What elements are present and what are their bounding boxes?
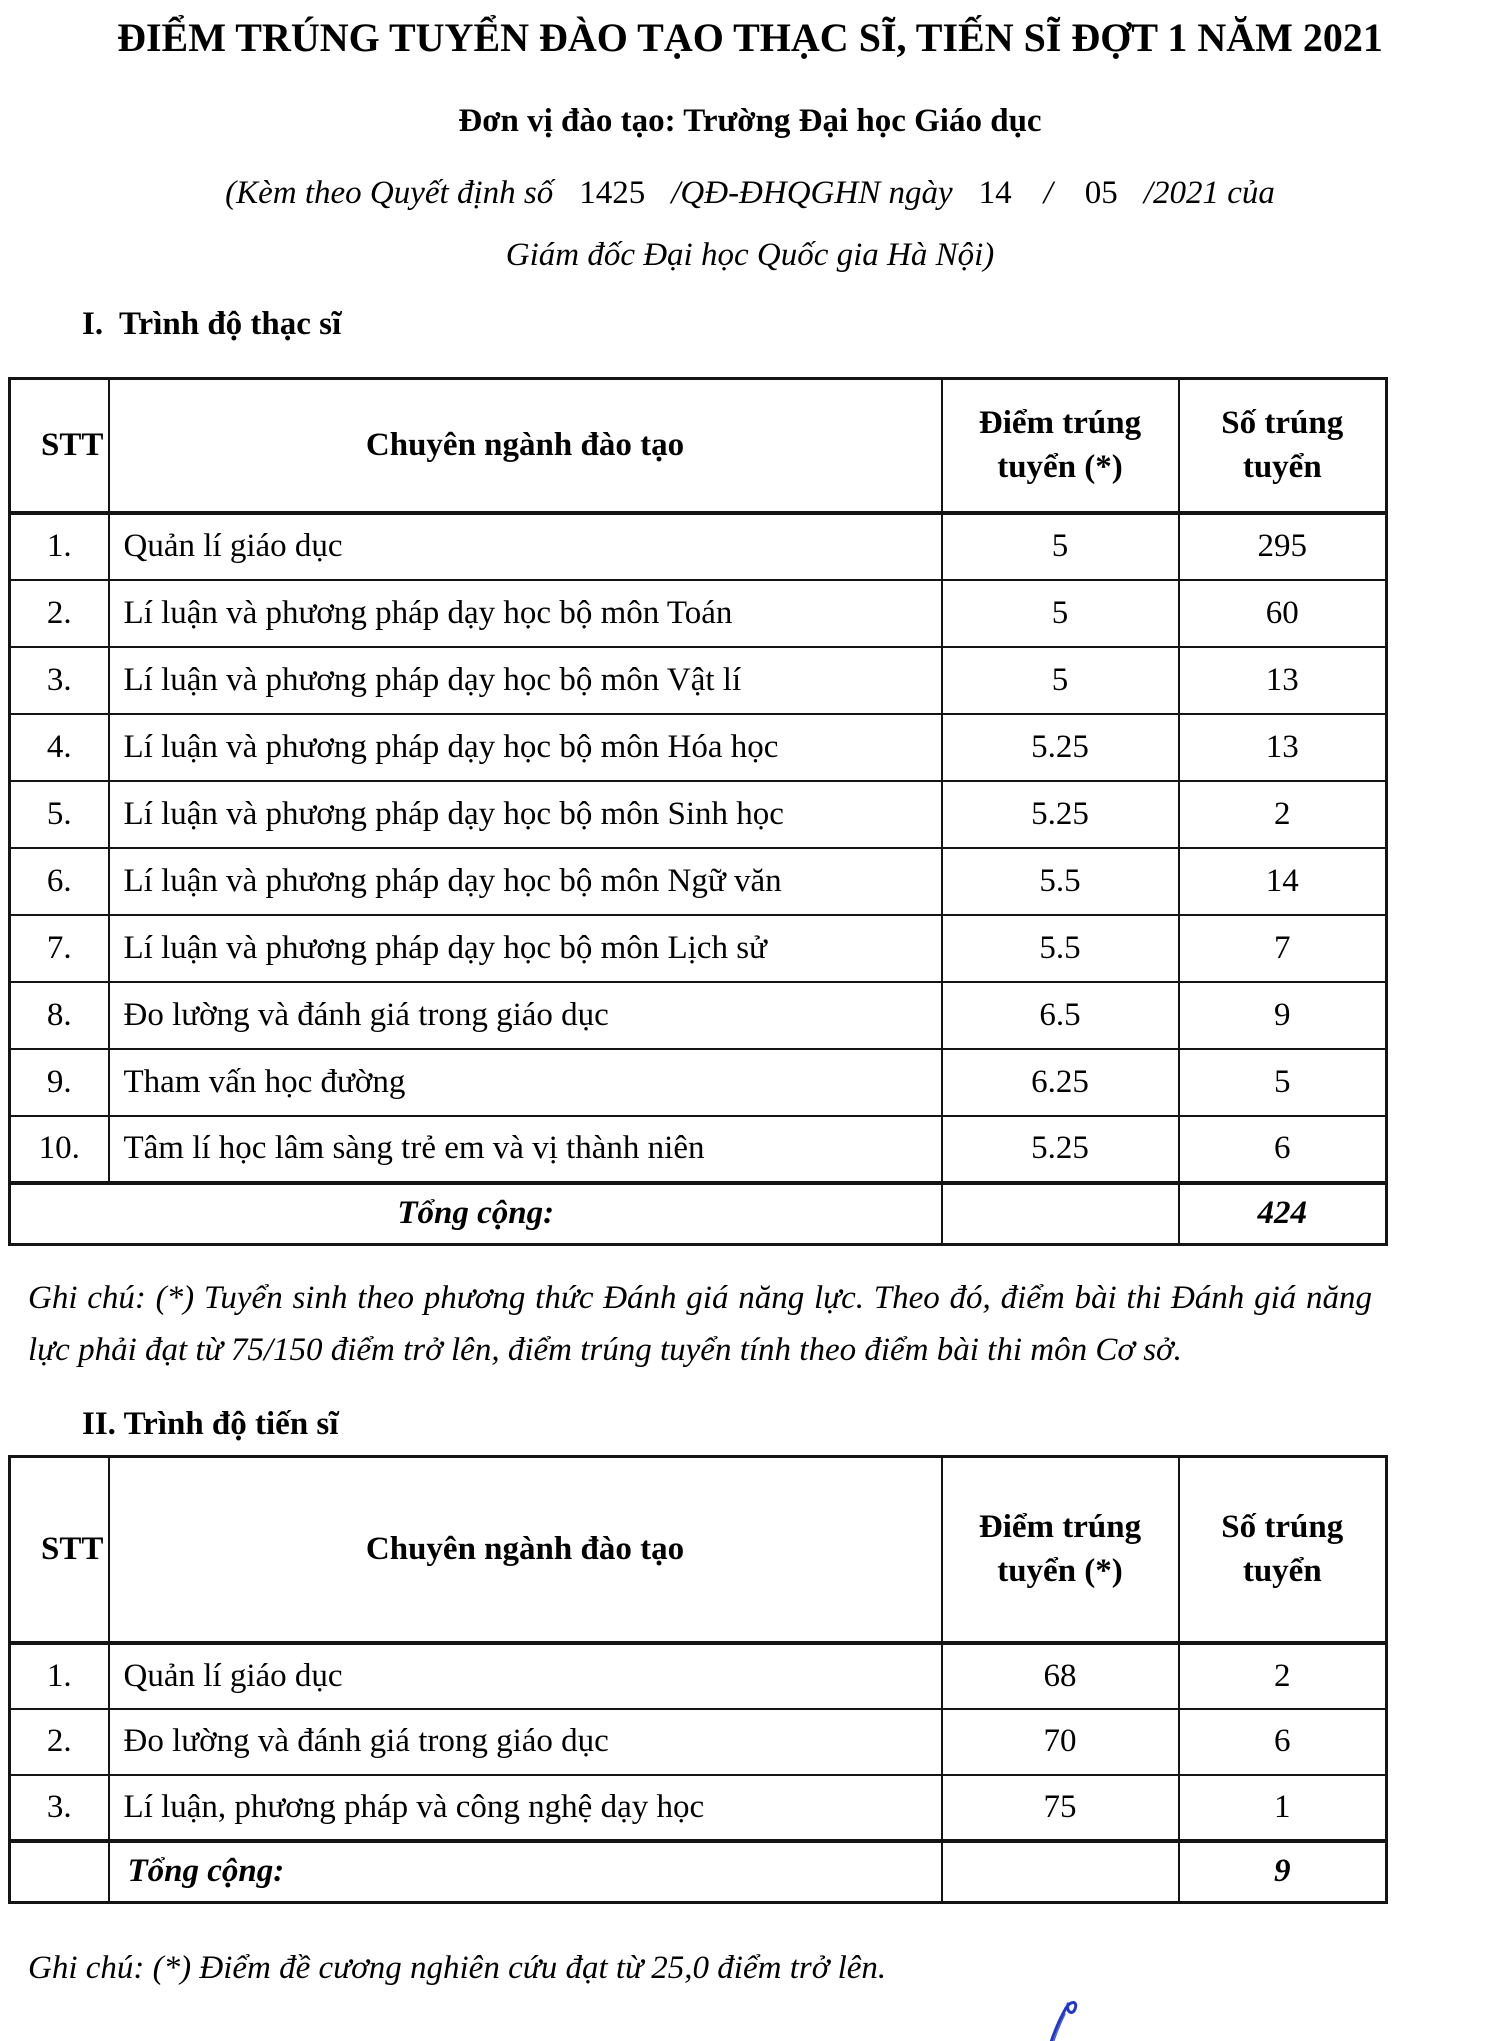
admission-score: 6.5 (942, 982, 1179, 1049)
document-title: ĐIỂM TRÚNG TUYỂN ĐÀO TẠO THẠC SĨ, TIẾN SĨ ĐỢT 1 NĂM 2021 (117, 15, 1383, 60)
table-row (10, 781, 1387, 848)
program-name: Lí luận và phương pháp dạy học bộ môn Vật lí (109, 647, 942, 714)
blue-pen-stroke (1024, 1988, 1094, 2041)
masters-total-row (10, 1183, 1387, 1245)
decision-reference-line-2: Giám đốc Đại học Quốc gia Hà Nội) (505, 237, 995, 273)
row-index: 2. (10, 1709, 109, 1775)
table-row (10, 647, 1387, 714)
col-header-score: Điểm trúng tuyển (*) (942, 379, 1179, 513)
admission-score: 5 (942, 580, 1179, 647)
decision-number: 1425 (579, 175, 646, 211)
col-header-score: Điểm trúng tuyển (*) (942, 1457, 1179, 1643)
admitted-count: 2 (1179, 1643, 1387, 1709)
program-name: Lí luận và phương pháp dạy học bộ môn Sinh học (109, 781, 942, 848)
admitted-count: 13 (1179, 647, 1387, 714)
doctoral-table-body (10, 1643, 1387, 1841)
admission-score: 6.25 (942, 1049, 1179, 1116)
admitted-count: 60 (1179, 580, 1387, 647)
program-name: Lí luận, phương pháp và công nghệ dạy học (109, 1775, 942, 1841)
program-name: Lí luận và phương pháp dạy học bộ môn Lịch sử (109, 915, 942, 982)
admitted-count: 6 (1179, 1709, 1387, 1775)
section-2-heading: II. Trình độ tiến sĩ (82, 1406, 339, 1442)
row-index: 6. (10, 848, 109, 915)
masters-total-count: 424 (1179, 1183, 1387, 1245)
table-row (10, 1643, 1387, 1709)
col-header-stt: STT (10, 1457, 109, 1643)
doctoral-table-header-row (10, 1457, 1387, 1643)
admitted-count: 295 (1179, 513, 1387, 580)
table-row (10, 513, 1387, 580)
decision-slash: / (1043, 175, 1053, 211)
masters-total-label: Tổng cộng: (10, 1183, 942, 1245)
doctoral-total-stt-empty (10, 1841, 109, 1903)
doctoral-total-row (10, 1841, 1387, 1903)
admitted-count: 13 (1179, 714, 1387, 781)
admission-score: 5.5 (942, 848, 1179, 915)
doctoral-total-count: 9 (1179, 1841, 1387, 1903)
row-index: 7. (10, 915, 109, 982)
row-index: 8. (10, 982, 109, 1049)
table-row (10, 1049, 1387, 1116)
program-name: Lí luận và phương pháp dạy học bộ môn Toán (109, 580, 942, 647)
row-index: 3. (10, 647, 109, 714)
row-index: 1. (10, 1643, 109, 1709)
table-row (10, 1709, 1387, 1775)
decision-day: 14 (978, 175, 1012, 211)
table-row (10, 982, 1387, 1049)
row-index: 9. (10, 1049, 109, 1116)
admission-score: 5.25 (942, 1116, 1179, 1183)
table-row (10, 580, 1387, 647)
col-header-program: Chuyên ngành đào tạo (109, 379, 942, 513)
row-index: 10. (10, 1116, 109, 1183)
admitted-count: 2 (1179, 781, 1387, 848)
masters-note: Ghi chú: (*) Tuyển sinh theo phương thức Đánh giá năng lực. Theo đó, điểm bài thi Đánh giá năng lực phải đạt từ 75/150 điểm trở lên, điểm trúng tuyển tính theo điểm bài thi môn Cơ sở. (28, 1280, 1372, 1368)
program-name: Đo lường và đánh giá trong giáo dục (109, 982, 942, 1049)
doctoral-note: Ghi chú: (*) Điểm đề cương nghiên cứu đạt từ 25,0 điểm trở lên. (28, 1950, 887, 1986)
row-index: 2. (10, 580, 109, 647)
row-index: 5. (10, 781, 109, 848)
table-row (10, 848, 1387, 915)
admitted-count: 14 (1179, 848, 1387, 915)
decision-prefix: (Kèm theo Quyết định số (225, 175, 554, 211)
admission-score: 5 (942, 513, 1179, 580)
table-row (10, 915, 1387, 982)
row-index: 4. (10, 714, 109, 781)
program-name: Lí luận và phương pháp dạy học bộ môn Hóa học (109, 714, 942, 781)
admission-score: 70 (942, 1709, 1179, 1775)
row-index: 3. (10, 1775, 109, 1841)
col-header-stt: STT (10, 379, 109, 513)
admitted-count: 7 (1179, 915, 1387, 982)
admission-score: 5.25 (942, 781, 1179, 848)
program-name: Quản lí giáo dục (109, 513, 942, 580)
masters-table-header-row (10, 379, 1387, 513)
table-row (10, 1775, 1387, 1841)
admitted-count: 6 (1179, 1116, 1387, 1183)
col-header-program: Chuyên ngành đào tạo (109, 1457, 942, 1643)
admission-score: 5.5 (942, 915, 1179, 982)
admitted-count: 1 (1179, 1775, 1387, 1841)
doctoral-table (8, 1455, 1388, 1904)
training-unit-line: Đơn vị đào tạo: Trường Đại học Giáo dục (458, 103, 1042, 139)
program-name: Đo lường và đánh giá trong giáo dục (109, 1709, 942, 1775)
program-name: Lí luận và phương pháp dạy học bộ môn Ngữ văn (109, 848, 942, 915)
col-header-count: Số trúng tuyển (1179, 1457, 1387, 1643)
program-name: Tâm lí học lâm sàng trẻ em và vị thành niên (109, 1116, 942, 1183)
masters-total-score-empty (942, 1183, 1179, 1245)
masters-table (8, 377, 1388, 1246)
admission-score: 68 (942, 1643, 1179, 1709)
col-header-count: Số trúng tuyển (1179, 379, 1387, 513)
program-name: Quản lí giáo dục (109, 1643, 942, 1709)
decision-month: 05 (1084, 175, 1118, 211)
admitted-count: 9 (1179, 982, 1387, 1049)
decision-suffix: /2021 của (1143, 175, 1275, 211)
section-1-heading: I. Trình độ thạc sĩ (82, 306, 342, 342)
program-name: Tham vấn học đường (109, 1049, 942, 1116)
admission-score: 5.25 (942, 714, 1179, 781)
doctoral-total-score-empty (942, 1841, 1179, 1903)
doctoral-total-label: Tổng cộng: (109, 1841, 942, 1903)
masters-table-body (10, 513, 1387, 1183)
row-index: 1. (10, 513, 109, 580)
decision-mid: /QĐ-ĐHQGHN ngày (671, 175, 953, 211)
admission-score: 5 (942, 647, 1179, 714)
decision-reference-line (0, 172, 1500, 214)
admission-score: 75 (942, 1775, 1179, 1841)
table-row (10, 1116, 1387, 1183)
admitted-count: 5 (1179, 1049, 1387, 1116)
table-row (10, 714, 1387, 781)
